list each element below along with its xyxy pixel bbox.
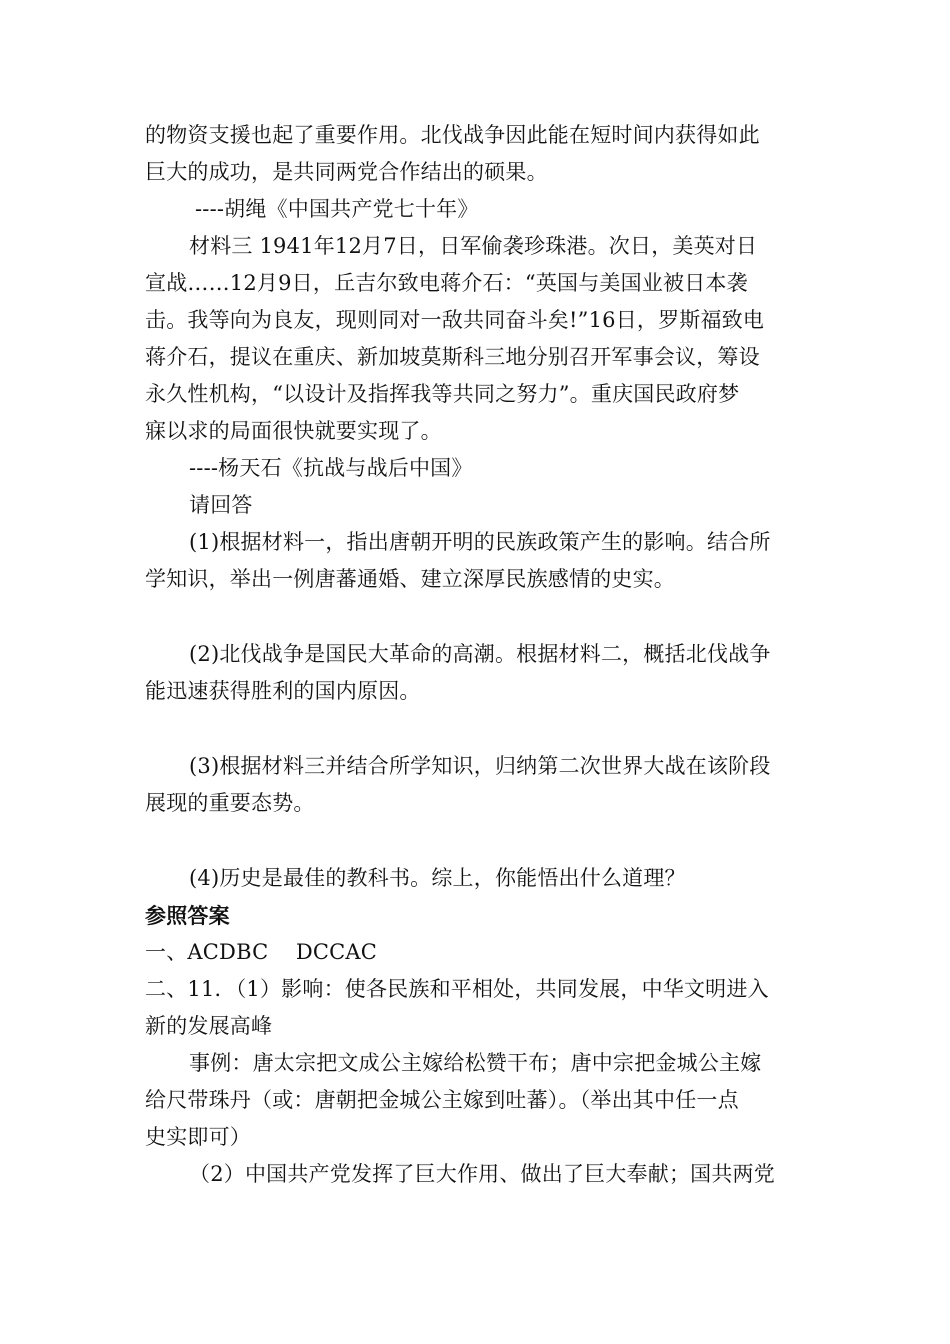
answer-choices: 一、ACDBC DCCAC bbox=[145, 940, 378, 964]
text-line: 巨大的成功，是共同两党合作结出的硕果。 bbox=[145, 160, 548, 184]
answer-example: 事例：唐太宗把文成公主嫁给松赞干布；唐中宗把金城公主嫁 bbox=[189, 1051, 762, 1075]
answer-example-cont: 史实即可） bbox=[145, 1125, 251, 1149]
text-line: 永久性机构，“以设计及指挥我等共同之努力”。重庆国民政府梦 bbox=[145, 382, 740, 406]
source-citation: ----杨天石《抗战与战后中国》 bbox=[189, 456, 473, 480]
answer-space bbox=[145, 822, 815, 860]
answer-11-2: （2）中国共产党发挥了巨大作用、做出了巨大奉献；国共两党 bbox=[189, 1162, 775, 1186]
text-line: 击。我等向为良友，现则同对一敌共同奋斗矣!”16日，罗斯福致电 bbox=[145, 308, 765, 332]
document-page bbox=[145, 117, 815, 1193]
question-2-cont: 能迅速获得胜利的国内原因。 bbox=[145, 679, 421, 703]
answer-space bbox=[145, 710, 815, 748]
question-1: (1)根据材料一，指出唐朝开明的民族政策产生的影响。结合所 bbox=[189, 530, 771, 554]
answer-11-1: 二、11．（1）影响：使各民族和平相处，共同发展，中华文明进入 bbox=[145, 977, 769, 1001]
answer-heading: 参照答案 bbox=[145, 903, 230, 928]
answer-example-cont: 给尺带珠丹（或：唐朝把金城公主嫁到吐蕃）。（举出其中任一点 bbox=[145, 1088, 739, 1112]
text-line: 宣战……12月9日，丘吉尔致电蒋介石：“英国与美国业被日本袭 bbox=[145, 271, 748, 295]
text-line: 蒋介石，提议在重庆、新加坡莫斯科三地分别召开军事会议，筹设 bbox=[145, 345, 760, 369]
text-line: 寐以求的局面很快就要实现了。 bbox=[145, 419, 442, 443]
question-2: (2)北伐战争是国民大革命的高潮。根据材料二，概括北伐战争 bbox=[189, 642, 771, 666]
question-1-cont: 学知识，举出一例唐蕃通婚、建立深厚民族感情的史实。 bbox=[145, 567, 675, 591]
text-line: 材料三 1941年12月7日，日军偷袭珍珠港。次日，美英对日 bbox=[189, 234, 758, 258]
question-prompt: 请回答 bbox=[189, 493, 253, 517]
answer-11-1-cont: 新的发展高峰 bbox=[145, 1014, 273, 1038]
answer-space bbox=[145, 598, 815, 636]
question-4: (4)历史是最佳的教科书。综上，你能悟出什么道理？ bbox=[189, 866, 686, 890]
text-line: 的物资支援也起了重要作用。北伐战争因此能在短时间内获得如此 bbox=[145, 123, 760, 147]
source-citation: ----胡绳《中国共产党七十年》 bbox=[195, 197, 479, 221]
question-3-cont: 展现的重要态势。 bbox=[145, 791, 315, 815]
question-3: (3)根据材料三并结合所学知识，归纳第二次世界大战在该阶段 bbox=[189, 754, 771, 778]
